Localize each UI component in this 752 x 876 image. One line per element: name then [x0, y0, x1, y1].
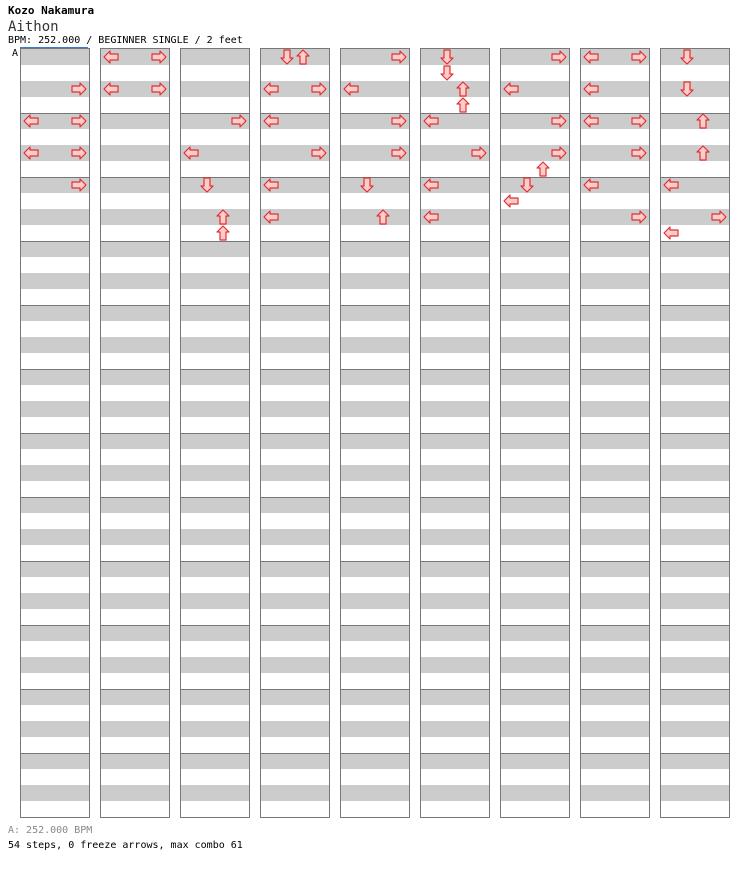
measure-line: [101, 625, 169, 626]
step-arrow-left-icon: [263, 209, 279, 225]
measure-line: [21, 561, 89, 562]
measure-line: [101, 241, 169, 242]
measure-line: [21, 689, 89, 690]
step-arrow-right-icon: [71, 81, 87, 97]
step-arrow-up-icon: [535, 161, 551, 177]
measure-line: [581, 689, 649, 690]
step-arrow-left-icon: [263, 177, 279, 193]
measure-line: [581, 497, 649, 498]
chart-column: [100, 48, 170, 818]
step-arrow-down-icon: [439, 49, 455, 65]
step-arrow-left-icon: [583, 177, 599, 193]
measure-line: [341, 241, 409, 242]
measure-line: [581, 753, 649, 754]
step-arrow-right-icon: [471, 145, 487, 161]
measure-line: [421, 433, 489, 434]
measure-line: [341, 625, 409, 626]
step-arrow-right-icon: [151, 81, 167, 97]
measure-line: [501, 561, 569, 562]
footer-stats: 54 steps, 0 freeze arrows, max combo 61: [8, 840, 243, 851]
footer-bpm: A: 252.000 BPM: [8, 825, 93, 836]
measure-line: [581, 561, 649, 562]
step-arrow-up-icon: [375, 209, 391, 225]
measure-line: [581, 305, 649, 306]
measure-line: [261, 369, 329, 370]
measure-line: [181, 497, 249, 498]
measure-line: [261, 689, 329, 690]
step-arrow-right-icon: [551, 145, 567, 161]
step-arrow-up-icon: [215, 225, 231, 241]
measure-line: [501, 433, 569, 434]
chart-column: [580, 48, 650, 818]
measure-line: [581, 369, 649, 370]
measure-line: [101, 369, 169, 370]
step-arrow-up-icon: [455, 81, 471, 97]
measure-line: [661, 753, 729, 754]
step-arrow-left-icon: [503, 81, 519, 97]
measure-line: [341, 689, 409, 690]
step-arrow-left-icon: [23, 113, 39, 129]
measure-line: [341, 305, 409, 306]
measure-line: [181, 305, 249, 306]
measure-line: [501, 753, 569, 754]
step-arrow-right-icon: [631, 209, 647, 225]
measure-line: [21, 241, 89, 242]
measure-line: [421, 689, 489, 690]
measure-line: [661, 369, 729, 370]
measure-line: [341, 561, 409, 562]
step-arrow-right-icon: [231, 113, 247, 129]
chart-column: [260, 48, 330, 818]
measure-line: [21, 497, 89, 498]
measure-line: [101, 753, 169, 754]
measure-line: [501, 305, 569, 306]
measure-line: [501, 625, 569, 626]
measure-line: [21, 433, 89, 434]
measure-line: [341, 753, 409, 754]
measure-line: [181, 177, 249, 178]
measure-line: [661, 305, 729, 306]
step-arrow-up-icon: [695, 113, 711, 129]
measure-line: [261, 433, 329, 434]
measure-line: [261, 753, 329, 754]
measure-line: [421, 561, 489, 562]
step-arrow-left-icon: [23, 145, 39, 161]
step-arrow-down-icon: [359, 177, 375, 193]
step-arrow-right-icon: [71, 145, 87, 161]
measure-line: [341, 177, 409, 178]
measure-line: [101, 305, 169, 306]
measure-line: [21, 369, 89, 370]
step-arrow-right-icon: [631, 113, 647, 129]
step-arrow-left-icon: [263, 81, 279, 97]
step-arrow-right-icon: [71, 177, 87, 193]
step-arrow-left-icon: [583, 49, 599, 65]
measure-line: [661, 241, 729, 242]
step-arrow-right-icon: [631, 145, 647, 161]
step-arrow-right-icon: [551, 49, 567, 65]
step-arrow-up-icon: [215, 209, 231, 225]
step-arrow-left-icon: [103, 49, 119, 65]
step-arrow-left-icon: [663, 177, 679, 193]
step-arrow-left-icon: [423, 177, 439, 193]
measure-line: [501, 177, 569, 178]
chart-column: [180, 48, 250, 818]
measure-line: [421, 753, 489, 754]
measure-line: [21, 753, 89, 754]
measure-line: [581, 625, 649, 626]
measure-line: [421, 625, 489, 626]
measure-line: [261, 241, 329, 242]
step-arrow-left-icon: [583, 113, 599, 129]
section-marker: A: [12, 48, 19, 59]
measure-line: [341, 497, 409, 498]
step-arrow-right-icon: [71, 113, 87, 129]
measure-line: [501, 369, 569, 370]
step-arrow-left-icon: [503, 193, 519, 209]
measure-line: [101, 689, 169, 690]
step-arrow-up-icon: [295, 49, 311, 65]
measure-line: [261, 625, 329, 626]
measure-line: [421, 497, 489, 498]
measure-line: [421, 369, 489, 370]
chart-column: [20, 48, 90, 818]
measure-line: [101, 177, 169, 178]
measure-line: [261, 497, 329, 498]
measure-line: [101, 561, 169, 562]
measure-line: [661, 433, 729, 434]
measure-line: [341, 433, 409, 434]
step-arrow-down-icon: [679, 81, 695, 97]
measure-line: [501, 497, 569, 498]
measure-line: [581, 433, 649, 434]
measure-line: [101, 433, 169, 434]
step-arrow-left-icon: [263, 113, 279, 129]
chart-column: [420, 48, 490, 818]
measure-line: [181, 753, 249, 754]
measure-line: [181, 369, 249, 370]
measure-line: [21, 625, 89, 626]
measure-line: [501, 689, 569, 690]
measure-line: [661, 497, 729, 498]
measure-line: [421, 305, 489, 306]
step-arrow-down-icon: [519, 177, 535, 193]
step-arrow-up-icon: [455, 97, 471, 113]
step-arrow-left-icon: [423, 113, 439, 129]
step-arrow-right-icon: [391, 145, 407, 161]
measure-line: [181, 241, 249, 242]
step-arrow-left-icon: [423, 209, 439, 225]
measure-line: [581, 241, 649, 242]
measure-line: [101, 113, 169, 114]
chart-column: [500, 48, 570, 818]
step-arrow-down-icon: [679, 49, 695, 65]
measure-line: [21, 305, 89, 306]
measure-line: [341, 369, 409, 370]
measure-line: [181, 433, 249, 434]
measure-line: [501, 241, 569, 242]
measure-line: [261, 305, 329, 306]
measure-line: [181, 561, 249, 562]
step-arrow-down-icon: [439, 65, 455, 81]
step-arrow-right-icon: [391, 113, 407, 129]
measure-line: [661, 689, 729, 690]
measure-line: [101, 497, 169, 498]
step-arrow-right-icon: [711, 209, 727, 225]
measure-line: [181, 625, 249, 626]
step-arrow-left-icon: [343, 81, 359, 97]
step-arrow-right-icon: [551, 113, 567, 129]
step-arrow-right-icon: [151, 49, 167, 65]
song-title: Aithon: [8, 19, 59, 35]
chart-column: [660, 48, 730, 818]
step-arrow-down-icon: [199, 177, 215, 193]
step-arrow-left-icon: [583, 81, 599, 97]
step-arrow-right-icon: [391, 49, 407, 65]
step-arrow-right-icon: [311, 145, 327, 161]
step-arrow-down-icon: [279, 49, 295, 65]
measure-line: [661, 561, 729, 562]
step-arrow-left-icon: [183, 145, 199, 161]
step-arrow-right-icon: [631, 49, 647, 65]
step-arrow-left-icon: [103, 81, 119, 97]
measure-line: [181, 689, 249, 690]
step-arrow-left-icon: [663, 225, 679, 241]
artist-name: Kozo Nakamura: [8, 4, 95, 17]
chart-info: BPM: 252.000 / BEGINNER SINGLE / 2 feet: [8, 35, 243, 46]
chart-column: [340, 48, 410, 818]
step-arrow-right-icon: [311, 81, 327, 97]
measure-line: [421, 241, 489, 242]
measure-line: [661, 625, 729, 626]
step-arrow-up-icon: [695, 145, 711, 161]
measure-line: [261, 561, 329, 562]
